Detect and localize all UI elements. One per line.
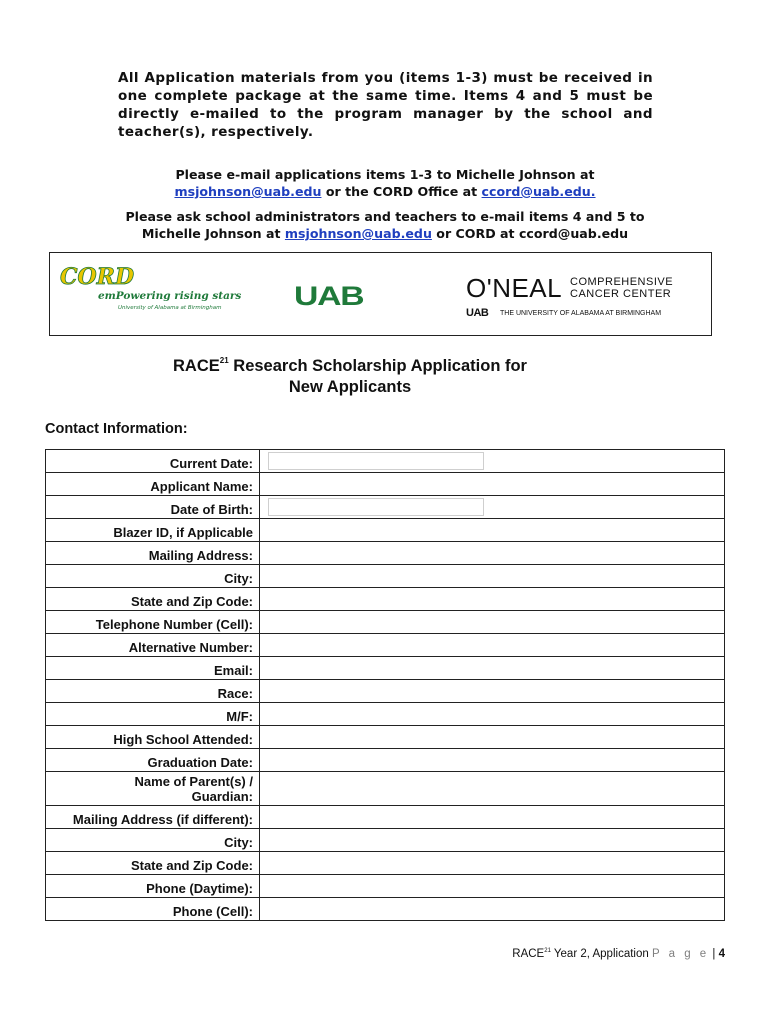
oneal-logo-line2: CANCER CENTER — [570, 288, 672, 300]
footer-sep: | — [709, 948, 719, 960]
title-sup: 21 — [219, 356, 229, 365]
form-input-field[interactable] — [260, 749, 725, 772]
form-label — [46, 496, 260, 519]
contact-form-table — [45, 449, 725, 921]
form-input-field[interactable] — [260, 634, 725, 657]
form-row — [46, 898, 725, 921]
email-link-msjohnson[interactable]: msjohnson@uab.edu — [174, 184, 322, 199]
form-label — [46, 634, 260, 657]
form-label — [46, 749, 260, 772]
form-input-field[interactable] — [260, 726, 725, 749]
form-label — [46, 519, 260, 542]
form-row — [46, 703, 725, 726]
cord-logo-sub: University of Alabama at Birmingham — [118, 305, 222, 311]
form-row — [46, 806, 725, 829]
form-row — [46, 588, 725, 611]
form-row — [46, 726, 725, 749]
form-label — [46, 588, 260, 611]
footer-sup: 21 — [544, 948, 551, 954]
form-row — [46, 634, 725, 657]
form-label — [46, 852, 260, 875]
form-input-field[interactable] — [260, 519, 725, 542]
form-label — [46, 898, 260, 921]
date-input-box[interactable] — [268, 452, 484, 470]
email-instructions-line1: Please e-mail applications items 1-3 to Michelle Johnson at — [175, 167, 595, 182]
cord-logo-name: CORD — [60, 264, 135, 290]
cord-logo — [60, 264, 242, 317]
footer-text: Year 2, Application — [550, 948, 652, 960]
form-label-text: State and Zip Code: — [130, 858, 253, 873]
form-label-text: Name of Parent(s) / — [134, 774, 253, 789]
form-row — [46, 519, 725, 542]
form-label-text-2: Guardian: — [191, 789, 253, 804]
email-link-ccord[interactable]: ccord@uab.edu. — [481, 184, 596, 199]
form-row — [46, 829, 725, 852]
oneal-logo-uab: UAB — [466, 307, 489, 319]
form-input-field[interactable] — [260, 496, 725, 519]
form-label-text: Current Date: — [169, 456, 253, 471]
title-line1 — [120, 350, 580, 377]
form-input-field[interactable] — [260, 806, 725, 829]
form-input-field[interactable] — [260, 898, 725, 921]
email-instructions-line2 — [60, 183, 710, 200]
form-label-text: State and Zip Code: — [130, 594, 253, 609]
form-label-text: Telephone Number (Cell): — [95, 617, 253, 632]
form-label-text: Blazer ID, if Applicable — [113, 525, 253, 540]
form-row — [46, 496, 725, 519]
form-input-field[interactable] — [260, 450, 725, 473]
email-instructions — [60, 166, 710, 200]
form-label — [46, 565, 260, 588]
title-line1-rest: Research Scholarship Application for — [228, 357, 527, 375]
form-input-field[interactable] — [260, 611, 725, 634]
form-input-field[interactable] — [260, 657, 725, 680]
form-label-text: Applicant Name: — [150, 479, 253, 494]
form-label-text: Phone (Cell): — [172, 904, 253, 919]
form-label — [46, 772, 260, 806]
logo-banner — [49, 252, 712, 336]
date-input-box[interactable] — [268, 498, 484, 516]
form-row — [46, 657, 725, 680]
form-input-field[interactable] — [260, 703, 725, 726]
form-label-text: Phone (Daytime): — [146, 881, 253, 896]
form-input-field[interactable] — [260, 772, 725, 806]
form-label — [46, 450, 260, 473]
form-label-text: Mailing Address (if different): — [72, 812, 253, 827]
form-label — [46, 875, 260, 898]
form-label — [46, 703, 260, 726]
oneal-logo-line1: COMPREHENSIVE — [570, 276, 674, 288]
form-input-field[interactable] — [260, 852, 725, 875]
form-row — [46, 680, 725, 703]
form-input-field[interactable] — [260, 542, 725, 565]
form-row — [46, 450, 725, 473]
form-input-field[interactable] — [260, 875, 725, 898]
form-label-text: Email: — [213, 663, 253, 678]
form-row — [46, 473, 725, 496]
admin-instructions-line2 — [60, 225, 710, 242]
email-link-msjohnson-2[interactable]: msjohnson@uab.edu — [284, 226, 432, 241]
form-label — [46, 657, 260, 680]
form-label — [46, 542, 260, 565]
form-label — [46, 829, 260, 852]
form-row — [46, 611, 725, 634]
title-race: RACE — [173, 357, 220, 375]
form-label — [46, 806, 260, 829]
form-input-field[interactable] — [260, 829, 725, 852]
form-label — [46, 611, 260, 634]
form-label — [46, 473, 260, 496]
form-row — [46, 852, 725, 875]
footer-race: RACE — [512, 948, 545, 960]
form-label — [46, 680, 260, 703]
form-label-text: Alternative Number: — [128, 640, 253, 655]
admin-instructions — [60, 208, 710, 242]
form-label — [46, 726, 260, 749]
form-row — [46, 542, 725, 565]
form-row — [46, 772, 725, 806]
form-label-text: Mailing Address: — [148, 548, 253, 563]
form-input-field[interactable] — [260, 473, 725, 496]
form-input-field[interactable] — [260, 680, 725, 703]
oneal-logo-name: O'NEAL — [466, 273, 563, 303]
form-label-text: High School Attended: — [113, 732, 253, 747]
oneal-logo — [466, 273, 706, 323]
form-label-text: Race: — [217, 686, 253, 701]
oneal-logo-sub: THE UNIVERSITY OF ALABAMA AT BIRMINGHAM — [500, 310, 662, 317]
form-row — [46, 875, 725, 898]
page-footer — [512, 948, 725, 960]
admin-instructions-prefix: Michelle Johnson at — [141, 226, 285, 241]
form-label-text: M/F: — [226, 709, 253, 724]
footer-page-word: P a g e — [651, 948, 710, 960]
uab-logo: UAB — [294, 281, 364, 311]
form-input-field[interactable] — [260, 588, 725, 611]
page-title — [120, 350, 580, 398]
form-row — [46, 749, 725, 772]
form-label-text: Date of Birth: — [170, 502, 253, 517]
contact-heading: Contact Information: — [45, 421, 188, 437]
admin-instructions-line1: Please ask school administrators and teachers to e-mail items 4 and 5 to — [125, 209, 645, 224]
form-label-text: Graduation Date: — [147, 755, 253, 770]
form-label-text: City: — [224, 571, 253, 586]
form-input-field[interactable] — [260, 565, 725, 588]
footer-page-number: 4 — [718, 948, 725, 960]
email-instructions-mid: or the CORD Office at — [321, 184, 482, 199]
cord-logo-tagline: emPowering rising stars — [98, 290, 242, 302]
form-label-text: City: — [224, 835, 253, 850]
form-row — [46, 565, 725, 588]
title-line2: New Applicants — [288, 378, 412, 396]
intro-paragraph: All Application materials from you (items 1-3) must be received in one complete package at the same time. Items 4 and 5 must be directly e-mailed to the program manager by the school and teacher(s), respectively. — [118, 70, 653, 140]
admin-instructions-suffix: or CORD at ccord@uab.edu — [431, 226, 629, 241]
